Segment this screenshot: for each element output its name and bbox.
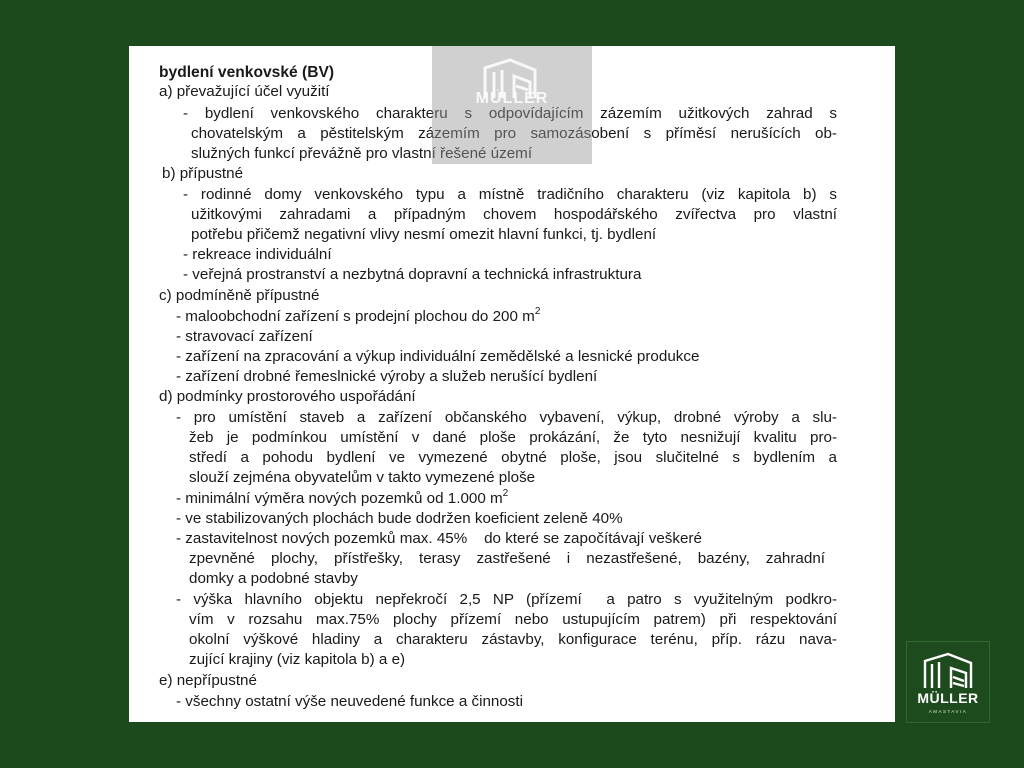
text-line-part: - maloobchodní zařízení s prodejní plochou do 200 m	[176, 308, 535, 325]
text-line: domky a podobné stavby	[189, 570, 358, 587]
text-line: - veřejná prostranství a nezbytná dopravní a technická infrastruktura	[183, 266, 642, 283]
heading-d: d) podmínky prostorového uspořádání	[159, 388, 416, 405]
text-line: žeb je podmínkou umístění v dané ploše prokázání, že tyto nesnižují kvalitu pro-	[189, 429, 837, 446]
section-title: bydlení venkovské (BV)	[159, 64, 335, 81]
text-line: - zařízení drobné řemeslnické výroby a služeb nerušící bydlení	[176, 368, 598, 385]
text-line: - zařízení na zpracování a výkup individuální zemědělské a lesnické produkce	[176, 348, 700, 365]
logo-name: MÜLLER	[917, 690, 979, 706]
text-line: služných funkcí převážně pro vlastní řešené území	[191, 145, 533, 162]
text-line: užitkovými zahradami a případným chovem hospodářského zvířectva pro vlastní	[191, 206, 837, 223]
brand-logo	[906, 641, 990, 723]
text-line: - rodinné domy venkovského typu a místně tradičního charakteru (viz kapitola b) s	[183, 186, 837, 203]
text-line: vím v rozsahu max.75% plochy přízemí nebo ustupujícím patrem) při respektování	[189, 611, 837, 628]
text-line: - rekreace individuální	[183, 246, 332, 263]
text-line	[176, 307, 540, 327]
text-line	[176, 489, 508, 509]
superscript: 2	[534, 306, 541, 317]
text-line: slouží zejména obyvatelům v takto vymezené ploše	[189, 469, 536, 486]
text-line: - zastavitelnost nových pozemků max. 45% do které se započítávají veškeré	[176, 530, 702, 547]
watermark	[432, 46, 592, 164]
text-line: zpevněné plochy, přístřešky, terasy zastřešené i nezastřešené, bazény, zahradní	[189, 550, 825, 567]
heading-a: a) převažující účel využití	[159, 83, 330, 100]
text-line: - bydlení venkovského charakteru s odpovídajícím zázemím užitkových zahrad s	[183, 105, 837, 122]
logo-subtitle: AMASTAVIA	[928, 709, 968, 714]
superscript: 2	[502, 488, 509, 499]
text-line: potřebu přičemž negativní vlivy nesmí omezit hlavní funkci, tj. bydlení	[191, 226, 657, 243]
watermark-text: MÜLLER	[475, 90, 549, 107]
text-line: - pro umístění staveb a zařízení občanského vybavení, výkup, drobné výroby a slu-	[176, 409, 837, 426]
heading-c: c) podmíněně přípustné	[159, 287, 320, 304]
heading-b: b) přípustné	[162, 165, 244, 182]
text-line: chovatelským a pěstitelským zázemím pro samozásobení s příměsí nerušících ob-	[191, 125, 837, 142]
text-line-part: - minimální výměra nových pozemků od 1.000 m	[176, 490, 503, 507]
text-line: zující krajiny (viz kapitola b) a e)	[189, 651, 406, 668]
text-line: - výška hlavního objektu nepřekročí 2,5 NP (přízemí a patro s využitelným podkro-	[176, 591, 837, 608]
text-line: - ve stabilizovaných plochách bude dodržen koeficient zeleně 40%	[176, 510, 623, 527]
text-line: středí a pohodu bydlení ve vymezené obytné ploše, jsou slučitelné s bydlením a	[189, 449, 837, 466]
text-line: okolní výškové hladiny a charakteru zástavby, konfigurace terénu, příp. rázu nava-	[189, 631, 837, 648]
heading-e: e) nepřípustné	[159, 672, 257, 689]
text-line: - všechny ostatní výše neuvedené funkce a činnosti	[176, 693, 523, 710]
building-icon	[921, 650, 975, 690]
text-line: - stravovací zařízení	[176, 328, 313, 345]
